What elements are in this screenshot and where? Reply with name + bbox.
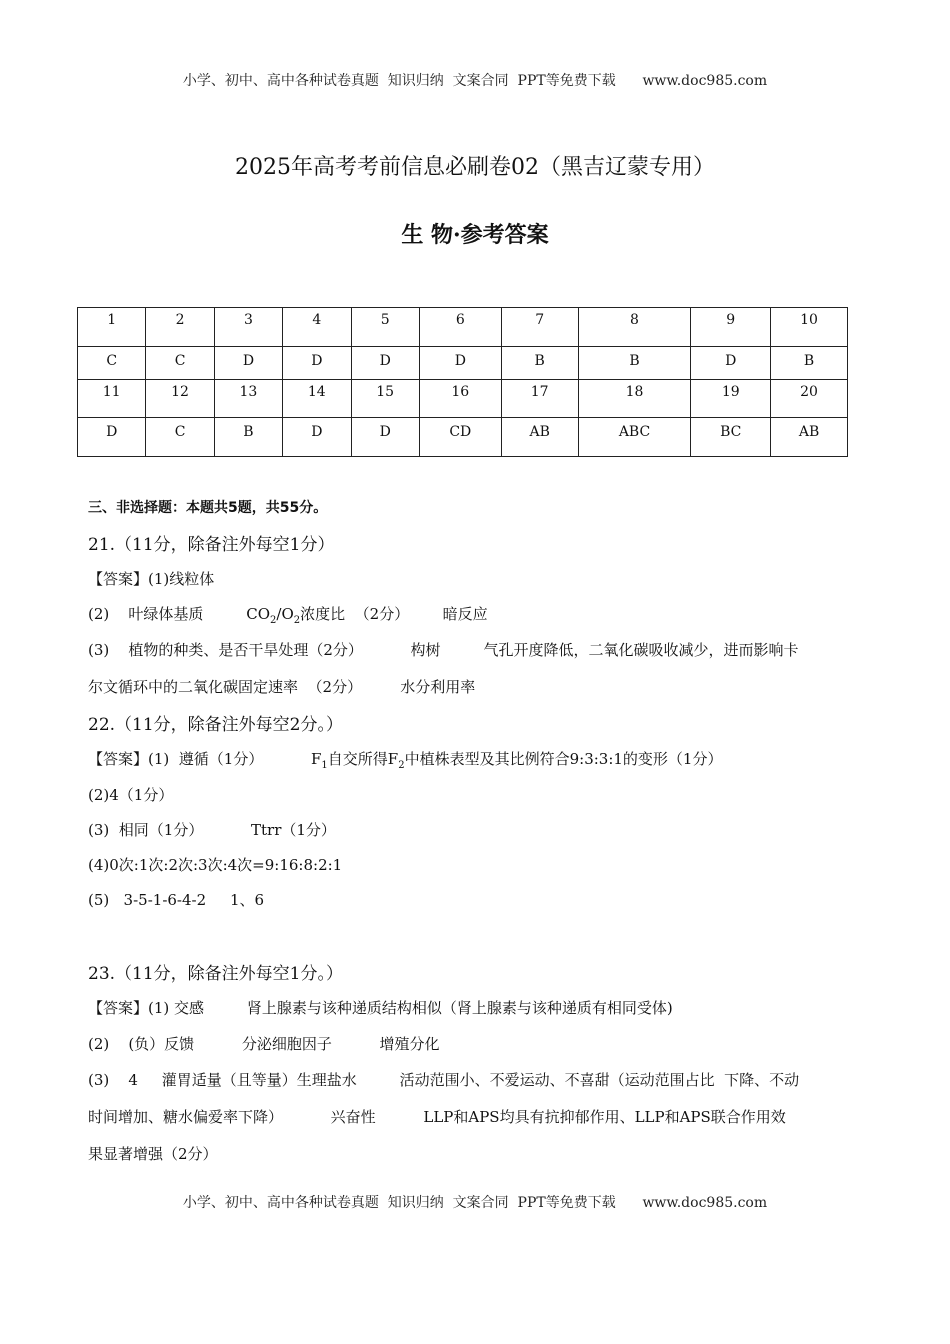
answer-cell: C — [78, 347, 146, 380]
answer-cell: D — [78, 418, 146, 457]
question-number: 14 — [283, 380, 351, 418]
question-number: 6 — [419, 308, 501, 347]
question-number: 12 — [146, 380, 214, 418]
answer-cell: D — [214, 347, 282, 380]
page-footer: 小学、初中、高中各种试卷真题 知识归纳 文案合同 PPT等免费下载 www.doc985.com — [182, 1195, 768, 1211]
question-number: 3 — [214, 308, 282, 347]
subscript: 1 — [321, 760, 328, 771]
question-number: 18 — [578, 380, 691, 418]
question-number: 11 — [78, 380, 146, 418]
answer-cell: AB — [501, 418, 578, 457]
section-title: 三、非选择题：本题共5题，共55分。 — [88, 500, 328, 516]
page-title: 2025年高考考前信息必刷卷02（黑吉辽蒙专用） — [235, 155, 715, 180]
question-number: 20 — [771, 380, 848, 418]
question-number: 9 — [691, 308, 771, 347]
question-number: 19 — [691, 380, 771, 418]
q21-answer-2 — [88, 603, 488, 626]
answer-cell: B — [771, 347, 848, 380]
page-subtitle: 生 物·参考答案 — [401, 222, 549, 248]
page-header: 小学、初中、高中各种试卷真题 知识归纳 文案合同 PPT等免费下载 www.doc985.com — [182, 73, 768, 89]
q22-answer-2: (2)4（1分） — [88, 786, 174, 804]
answer-cell: D — [691, 347, 771, 380]
answer-cell: C — [146, 418, 214, 457]
q21-answer-1: 【答案】(1)线粒体 — [88, 570, 215, 588]
answer-cell: B — [214, 418, 282, 457]
answer-cell: D — [351, 418, 419, 457]
answer-cell: CD — [419, 418, 501, 457]
subscript: 2 — [270, 615, 277, 626]
q22-answer-1 — [88, 748, 722, 771]
q23-answer-3: (3) 4 灌胃适量（且等量）生理盐水 活动范围小、不爱运动、不喜甜（运动范围占比 下降、不动 — [88, 1071, 800, 1089]
answer-cell: B — [501, 347, 578, 380]
q21-answer-2-text: (2) 叶绿体基质 CO — [88, 605, 271, 623]
subscript: 2 — [293, 615, 301, 626]
question-number: 1 — [78, 308, 146, 347]
answer-cell: B — [578, 347, 691, 380]
question-number: 17 — [501, 380, 578, 418]
q23-answer-3-cont: 时间增加、糖水偏爱率下降） 兴奋性 LLP和APS均具有抗抑郁作用、LLP和APS联合作用效 — [88, 1108, 786, 1126]
question-22-heading: 22.（11分，除备注外每空2分。） — [88, 715, 343, 735]
question-number: 7 — [501, 308, 578, 347]
q21-answer-3-cont: 尔文循环中的二氧化碳固定速率 （2分） 水分利用率 — [88, 678, 476, 696]
answer-cell: ABC — [578, 418, 691, 457]
answer-cell: D — [283, 418, 351, 457]
answer-cell: C — [146, 347, 214, 380]
q23-answer-1: 【答案】(1) 交感 肾上腺素与该种递质结构相似（肾上腺素与该种递质有相同受体) — [88, 999, 673, 1017]
question-number: 15 — [351, 380, 419, 418]
answers-body — [88, 0, 868, 1190]
q22-answer-4: (4)0次:1次:2次:3次:4次=9:16:8:2:1 — [88, 856, 343, 874]
q21-answer-2-text: /O — [276, 605, 294, 623]
question-23-heading: 23.（11分，除备注外每空1分。） — [88, 964, 343, 984]
question-number: 5 — [351, 308, 419, 347]
question-number: 4 — [283, 308, 351, 347]
question-number: 2 — [146, 308, 214, 347]
question-number: 8 — [578, 308, 691, 347]
q21-answer-2-text: 浓度比 （2分） 暗反应 — [300, 605, 488, 623]
q22-answer-5: (5) 3-5-1-6-4-2 1、6 — [88, 891, 265, 909]
q21-answer-3: (3) 植物的种类、是否干旱处理（2分） 构树 气孔开度降低，二氧化碳吸收减少，进而影响卡 — [88, 641, 799, 659]
answer-cell: BC — [691, 418, 771, 457]
answer-cell: D — [351, 347, 419, 380]
q23-answer-3-cont2: 果显著增强（2分） — [88, 1145, 218, 1163]
answer-cell: AB — [771, 418, 848, 457]
answer-cell: D — [283, 347, 351, 380]
q22-answer-1-text: 中植株表型及其比例符合9:3:3:1的变形（1分） — [404, 750, 723, 768]
q23-answer-2: (2) (负）反馈 分泌细胞因子 增殖分化 — [88, 1035, 440, 1053]
question-number: 10 — [771, 308, 848, 347]
answer-cell: D — [419, 347, 501, 380]
q22-answer-3: (3) 相同（1分） Ttrr（1分） — [88, 821, 336, 839]
question-21-heading: 21.（11分，除备注外每空1分） — [88, 535, 335, 555]
subscript: 2 — [398, 760, 405, 771]
question-number: 16 — [419, 380, 501, 418]
question-number: 13 — [214, 380, 282, 418]
q22-answer-1-text: 自交所得F — [327, 750, 399, 768]
q22-answer-1-text: 【答案】(1) 遵循（1分） F — [88, 750, 322, 768]
